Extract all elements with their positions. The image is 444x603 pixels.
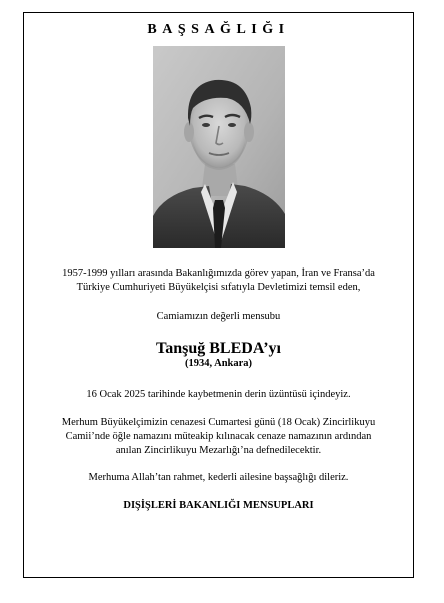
funeral-paragraph (30, 416, 407, 458)
funeral-line-1: Merhum Büyükelçimizin cenazesi Cumartesi günü (18 Ocak) Zincirlikuyu (61, 417, 376, 428)
member-text: Camiamızın değerli mensubu (156, 311, 281, 322)
portrait-image (153, 46, 285, 248)
signature: DIŞİŞLERİ BAKANLIĞI MENSUPLARI (123, 500, 314, 511)
funeral-line-3: anılan Zincirlikuyu Mezarlığı’na defnedilecektir. (115, 445, 322, 456)
intro-line-2: Türkiye Cumhuriyeti Büyükelçisi sıfatıyla Devletimizi temsil eden, (76, 282, 361, 293)
deceased-name: Tanşuğ BLEDA’yı (156, 340, 281, 357)
birth-info: (1934, Ankara) (184, 358, 253, 369)
intro-paragraph (30, 267, 407, 295)
notice-title: BAŞSAĞLIĞI (147, 22, 290, 37)
intro-line-1: 1957-1999 yılları arasında Bakanlığımızda görev yapan, İran ve Fransa’da (62, 268, 375, 279)
death-text: 16 Ocak 2025 tarihinde kaybetmenin derin üzüntüsü içindeyiz. (86, 389, 351, 400)
funeral-line-2: Camii’nde öğle namazını müteakip kılınacak cenaze namazının ardından (65, 431, 372, 442)
obituary-frame (23, 12, 414, 578)
condolence-wish: Merhuma Allah’tan rahmet, kederli ailesine başsağlığı dileriz. (88, 472, 349, 483)
portrait-photo (153, 46, 285, 248)
